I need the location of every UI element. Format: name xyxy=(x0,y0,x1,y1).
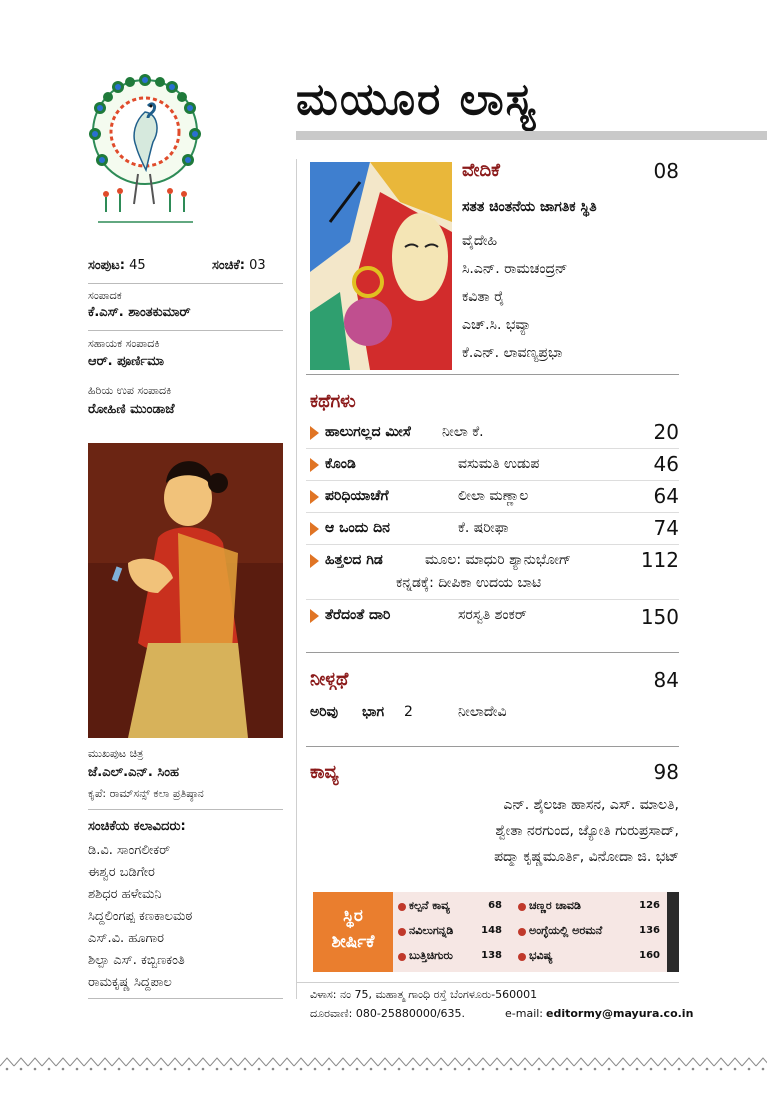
vedike-contributor: ಎಚ್.ಸಿ. ಭವ್ಯಾ xyxy=(462,317,532,333)
story-author: ವಸುಮತಿ ಉಡುಪ xyxy=(458,456,540,472)
poetry-line: ಪದ್ಮಾ ಕೃಷ್ಣಮೂರ್ತಿ, ವಿನೋದಾ ಜಿ. ಭಟ್ xyxy=(494,849,679,865)
bullet-arrow-icon xyxy=(310,609,319,623)
fixed-item-name: ಅಂಗ್ಳೆಯಲ್ಲಿ ಅರಮನೆ xyxy=(529,924,603,937)
divider xyxy=(88,998,283,999)
bullet-arrow-icon xyxy=(310,458,319,472)
story-title: ಹಾಲುಗಲ್ಲದ ಮೀಸೆ xyxy=(325,424,411,440)
issue-line xyxy=(212,257,287,275)
fixed-columns-label xyxy=(313,892,393,972)
fixed-item-page: 126 xyxy=(639,900,660,911)
artist-name: ಶಿಲ್ಪಾ ಎಸ್. ಕಬ್ಬಿಣಕಂತಿ xyxy=(88,953,185,968)
fixed-item-name: ನವಿಲುಗನ್ನಡಿ xyxy=(409,924,454,937)
peacock-logo xyxy=(88,62,203,237)
issue-value: 03 xyxy=(249,258,266,273)
row-divider xyxy=(306,512,679,513)
bullet-dot-icon xyxy=(398,953,406,961)
fixed-label-line2: ಶೀರ್ಷಿಕೆ xyxy=(331,932,375,952)
poetry-line: ಶ್ವೇತಾ ನರಗುಂದ, ಜ್ಯೋತಿ ಗುರುಪ್ರಸಾದ್, xyxy=(495,823,679,839)
divider xyxy=(88,330,283,331)
artists-label: ಸಂಚಿಕೆಯ ಕಲಾವಿದರು: xyxy=(88,819,186,834)
serial-author: ನೀಲಾದೇವಿ xyxy=(458,704,507,720)
editor-label: ಸಂಪಾದಕ xyxy=(88,289,122,302)
footer-phone: ದೂರವಾಣಿ: 080-25880000/635. xyxy=(310,1007,466,1020)
fixed-label-line1: ಸ್ಥಿರ xyxy=(343,906,363,926)
fixed-item-page: 136 xyxy=(639,925,660,936)
story-title: ತೆರೆದಂತೆ ದಾರಿ xyxy=(325,607,391,623)
bullet-dot-icon xyxy=(518,953,526,961)
serial-page: 84 xyxy=(653,668,679,692)
artist-name: ಶಶಿಧರ ಹಳೇಮನಿ xyxy=(88,887,162,902)
story-author: ನೀಲಾ ಕೆ. xyxy=(442,424,484,440)
footer-email[interactable]: editormy@mayura.co.in xyxy=(546,1007,694,1020)
poetry-line: ಎನ್. ಶೈಲಜಾ ಹಾಸನ, ಎಸ್. ಮಾಲತಿ, xyxy=(503,797,679,813)
story-author: ಮೂಲ: ಮಾಧುರಿ ಶ್ಯಾನುಭೋಗ್ xyxy=(425,552,572,568)
senior-subeditor-label: ಹಿರಿಯ ಉಪ ಸಂಪಾದಕಿ xyxy=(88,384,172,397)
vedike-contributor: ವೈದೇಹಿ xyxy=(462,233,498,249)
section-divider xyxy=(306,374,679,375)
editor-name: ಕೆ.ಎಸ್. ಶಾಂತಕುಮಾರ್ xyxy=(88,305,191,320)
bullet-dot-icon xyxy=(398,903,406,911)
serial-heading: ನೀಳ್ಗಥೆ xyxy=(310,669,349,690)
stories-heading: ಕಥೆಗಳು xyxy=(310,391,356,412)
poetry-page: 98 xyxy=(653,760,679,784)
vedike-topic: ಸತತ ಚಿಂತನೆಯ ಜಾಗತಿಕ ಸ್ಥಿತಿ xyxy=(462,199,597,215)
story-page: 20 xyxy=(653,420,679,444)
vedike-contributor: ಸಿ.ಎನ್. ರಾಮಚಂದ್ರನ್ xyxy=(462,261,568,277)
divider xyxy=(88,809,283,810)
footer-address: ವಿಳಾಸ: ನಂ 75, ಮಹಾತ್ಮ ಗಾಂಧಿ ರಸ್ತೆ ಬೆಂಗಳೂರು-560001 xyxy=(310,988,538,1001)
bullet-dot-icon xyxy=(518,903,526,911)
fixed-columns-bar xyxy=(667,892,679,972)
bullet-arrow-icon xyxy=(310,490,319,504)
artist-name: ರಾಮಕೃಷ್ಣ ಸಿದ್ದಪಾಲ xyxy=(88,975,172,990)
assistant-editor-name: ಆರ್. ಪೂರ್ಣಿಮಾ xyxy=(88,354,165,369)
footer-email-label: e-mail: xyxy=(505,1007,544,1020)
senior-subeditor-name: ರೋಹಿಣಿ ಮುಂಡಾಜೆ xyxy=(88,402,175,417)
story-translator: ಕನ್ನಡಕ್ಕೆ: ದೀಪಿಕಾ ಉದಯ ಬಾಟಿ xyxy=(396,575,542,591)
volume-label: ಸಂಪುಟ: xyxy=(88,258,125,273)
cover-painting xyxy=(88,443,283,738)
row-divider xyxy=(306,544,679,545)
section-divider xyxy=(306,652,679,653)
fixed-item-page: 148 xyxy=(481,925,502,936)
vedike-contributor: ಕೆ.ಎನ್. ಲಾವಣ್ಯಪ್ರಭಾ xyxy=(462,345,563,361)
bullet-dot-icon xyxy=(398,928,406,936)
cover-label: ಮುಖಪುಟ ಚಿತ್ರ xyxy=(88,747,144,760)
footer-divider xyxy=(296,982,679,983)
volume-line xyxy=(88,257,198,275)
title-rule xyxy=(296,131,767,140)
vedike-heading: ವೇದಿಕೆ xyxy=(462,160,500,181)
divider xyxy=(88,283,283,284)
vedike-page: 08 xyxy=(653,159,679,183)
story-page: 112 xyxy=(640,548,679,572)
volume-value: 45 xyxy=(129,258,146,273)
fixed-item-page: 138 xyxy=(481,950,502,961)
story-page: 64 xyxy=(653,484,679,508)
poetry-heading: ಕಾವ್ಯ xyxy=(310,762,339,783)
bullet-arrow-icon xyxy=(310,426,319,440)
bullet-dot-icon xyxy=(518,928,526,936)
serial-title: ಅರಿವು xyxy=(310,704,339,720)
story-author: ಕೆ. ಷರೀಫಾ xyxy=(458,520,509,536)
artist-name: ಡಿ.ವಿ. ಸಾಂಗಲೀಕರ್ xyxy=(88,843,171,858)
decorative-border xyxy=(0,1052,767,1074)
fixed-item-page: 68 xyxy=(488,900,502,911)
issue-label: ಸಂಚಿಕೆ: xyxy=(212,258,245,273)
story-title: ಆ ಒಂದು ದಿನ xyxy=(325,520,390,536)
row-divider xyxy=(306,480,679,481)
story-author: ಲೀಲಾ ಮಣ್ಣಾಲ xyxy=(458,488,529,504)
story-author: ಸರಸ್ವತಿ ಶಂಕರ್ xyxy=(458,607,527,623)
story-title: ಪರಿಧಿಯಾಚೆಗೆ xyxy=(325,488,389,504)
bullet-arrow-icon xyxy=(310,554,319,568)
story-page: 150 xyxy=(640,605,679,629)
story-title: ಹಿತ್ತಲದ ಗಿಡ xyxy=(325,552,383,568)
cover-credit: ಕೃಪೆ: ರಾಮ್‌ಸನ್ಸ್ ಕಲಾ ಪ್ರತಿಷ್ಠಾನ xyxy=(88,787,204,800)
row-divider xyxy=(306,448,679,449)
section-divider xyxy=(306,746,679,747)
cover-artist: ಜೆ.ಎಲ್.ಎನ್. ಸಿಂಹ xyxy=(88,765,180,780)
artist-name: ಎಸ್.ವಿ. ಹೂಗಾರ xyxy=(88,931,165,946)
serial-part-label: ಭಾಗ xyxy=(362,704,385,720)
column-separator xyxy=(296,159,297,999)
story-title: ಕೊಂಡಿ xyxy=(325,456,356,472)
fixed-item-name: ಭವಿಷ್ಯ xyxy=(529,949,553,962)
story-page: 46 xyxy=(653,452,679,476)
assistant-editor-label: ಸಹಾಯಕ ಸಂಪಾದಕಿ xyxy=(88,337,160,350)
vedike-contributor: ಕವಿತಾ ರೈ xyxy=(462,289,505,305)
magazine-title: ಮಯೂರ ಲಾಸ್ಯ xyxy=(296,74,538,125)
fixed-item-name: ಕಲ್ಪನೆ ಕಾವ್ಯ xyxy=(409,899,450,912)
fixed-item-name: ಚಣ್ಣರ ಚಾವಡಿ xyxy=(529,899,581,912)
vedike-artwork xyxy=(310,162,452,370)
fixed-item-name: ಬುತ್ತಿಚಿಗುರು xyxy=(409,949,453,962)
bullet-arrow-icon xyxy=(310,522,319,536)
fixed-item-page: 160 xyxy=(639,950,660,961)
story-page: 74 xyxy=(653,516,679,540)
artist-name: ಸಿದ್ದಲಿಂಗಪ್ಪ ಕಣಕಾಲಮಠ xyxy=(88,909,193,924)
row-divider xyxy=(306,599,679,600)
serial-part: 2 xyxy=(404,704,413,720)
artist-name: ಈಶ್ವರ ಬಡಿಗೇರ xyxy=(88,865,155,880)
